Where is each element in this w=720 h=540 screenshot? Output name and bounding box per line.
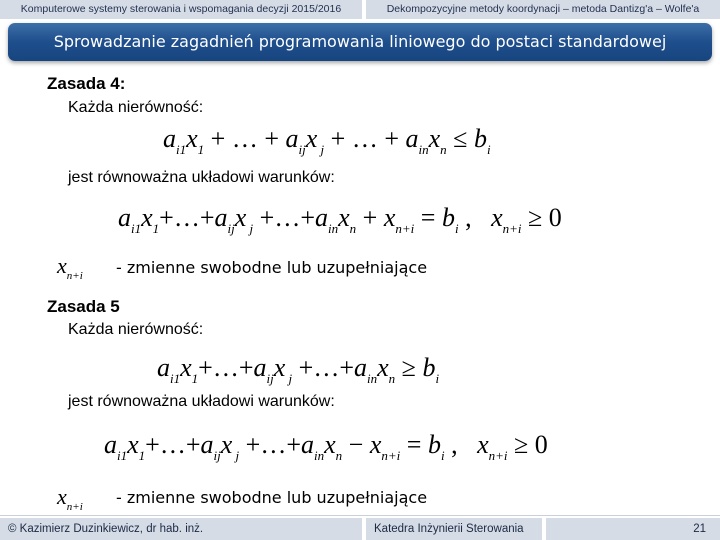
rule5-equivalent-formula: $a_{i1}x_1+\dots+a_{ij}x$ $_j +\dots+a_{in}x_n - x_{n+i} = b_i$ , $x_{n+i} \ge 0$	[104, 430, 548, 463]
rule5-slack-note: - zmienne swobodne lub uzupełniające	[116, 488, 428, 507]
rule4-heading: Zasada 4:	[47, 74, 126, 93]
rule4-slack-note: - zmienne swobodne lub uzupełniające	[116, 258, 428, 277]
rule4-inequality-formula: $a_{i1}x_1$ + … + $a_{ij}x$ $_j$ + … + $a_{in}x_n \le b_i$	[163, 124, 491, 157]
header-course-title: Komputerowe systemy sterowania i wspomagania decyzji 2015/2016	[0, 0, 362, 19]
rule5-slack-variable: $x_{n+i}$	[57, 484, 83, 513]
rule4-equivalent-label: jest równoważna układowi warunków:	[68, 169, 335, 186]
footer-separator	[0, 515, 720, 516]
slide-title: Sprowadzanie zagadnień programowania liniowego do postaci standardowej	[53, 32, 667, 51]
footer-author: © Kazimierz Duzinkiewicz, dr hab. inż.	[0, 518, 362, 540]
rule5-inequality-formula: $a_{i1}x_1+\dots+a_{ij}x$ $_j +\dots+a_{in}x_n \ge b_i$	[157, 353, 440, 386]
header-lecture-title: Dekompozycyjne metody koordynacji – metoda Dantizg'a – Wolfe'a	[366, 0, 720, 19]
footer-department: Katedra Inżynierii Sterowania	[366, 518, 542, 540]
rule4-inequality-label: Każda nierówność:	[68, 99, 204, 116]
rule5-heading: Zasada 5	[47, 297, 120, 316]
rule4-slack-variable: $x_{n+i}$	[57, 253, 83, 282]
rule4-equivalent-formula: $a_{i1}x_1+\dots+a_{ij}x$ $_j +\dots+a_{in}x_n + x_{n+i} = b_i$ , $x_{n+i} \ge 0$	[118, 203, 562, 236]
footer-page-number: 21	[546, 518, 720, 540]
rule5-equivalent-label: jest równoważna układowi warunków:	[68, 393, 335, 410]
rule5-inequality-label: Każda nierówność:	[68, 321, 204, 338]
